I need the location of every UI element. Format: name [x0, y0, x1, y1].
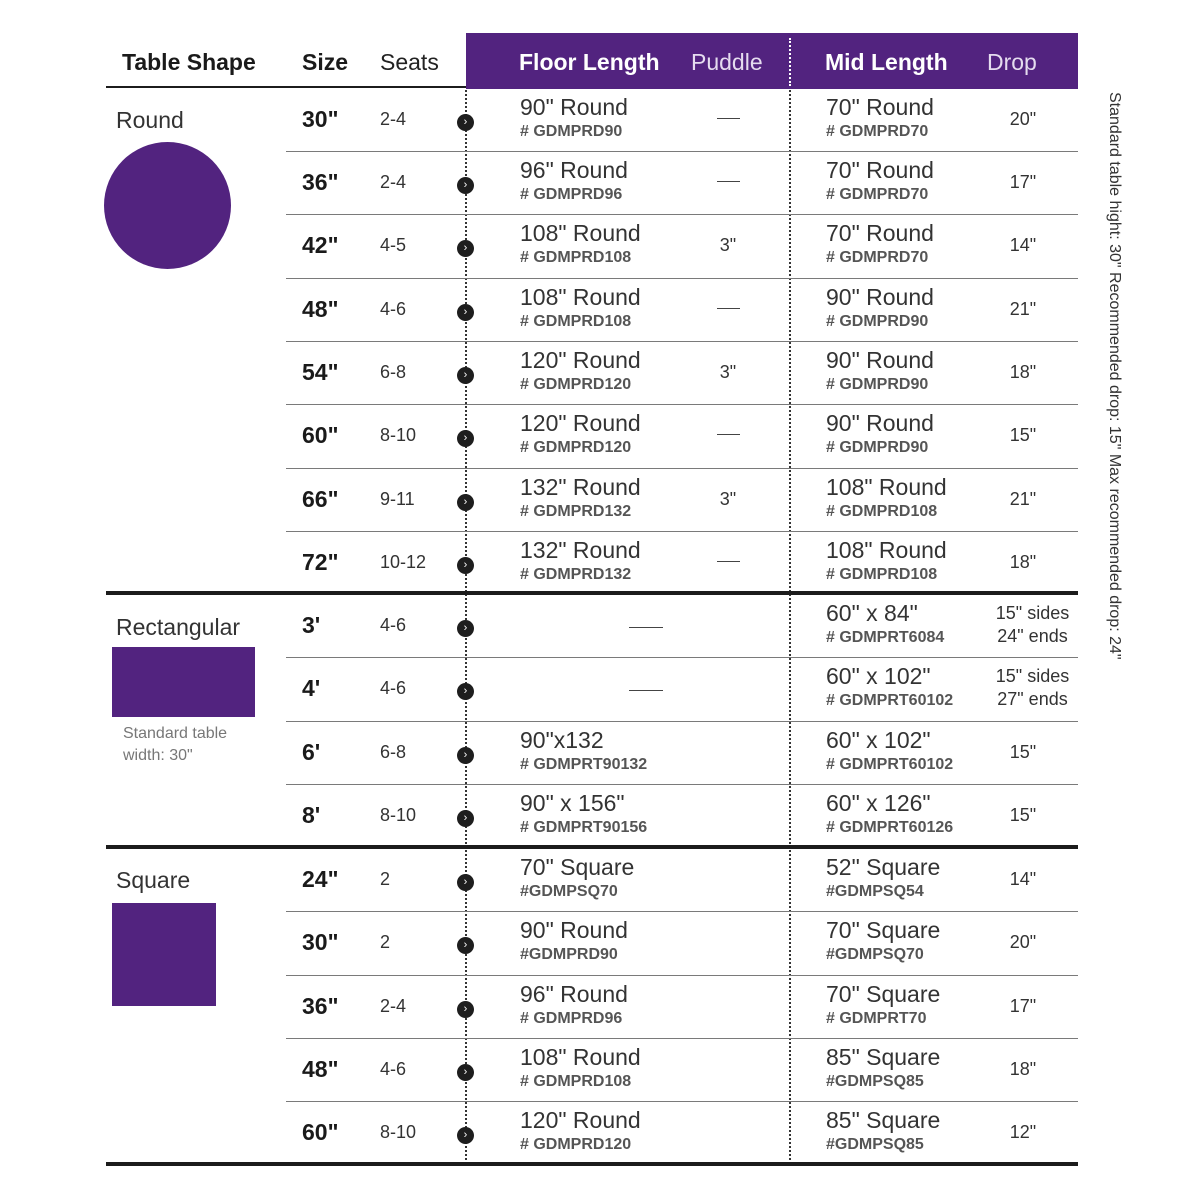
arrow-icon: ›: [457, 810, 474, 827]
arrow-icon: ›: [457, 494, 474, 511]
floor-length-sku: # GDMPRD96: [520, 1010, 623, 1027]
size-cell: 72": [302, 549, 339, 575]
floor-length-product: 90" x 156": [520, 790, 625, 816]
arrow-icon: ›: [457, 240, 474, 257]
arrow-icon: ›: [457, 557, 474, 574]
floor-length-product: 132" Round: [520, 537, 641, 563]
arrow-icon: ›: [457, 177, 474, 194]
floor-length-sku: # GDMPRD120: [520, 376, 632, 393]
header-divider: [789, 38, 791, 86]
arrow-icon: ›: [457, 747, 474, 764]
arrow-icon: ›: [457, 1127, 474, 1144]
drop-cell-ends: 27" ends: [997, 689, 1068, 709]
side-note-text: Standard table hight: 30" Recommended drop: 15" Max recommended drop: 24": [1106, 92, 1123, 660]
mid-length-product: 70" Round: [826, 94, 934, 120]
rectangular-width-note-line1: Standard table: [123, 725, 228, 742]
floor-length-sku: # GDMPRD96: [520, 186, 623, 203]
mid-length-product: 90" Round: [826, 347, 934, 373]
seats-cell: 10-12: [380, 552, 427, 572]
drop-cell: 20": [1009, 932, 1037, 952]
drop-cell: 18": [1009, 552, 1037, 572]
seats-cell: 2: [380, 869, 391, 889]
seats-cell: 4-6: [380, 615, 407, 635]
puddle-none-dash: [717, 308, 740, 309]
mid-length-sku: # GDMPRD70: [826, 123, 929, 140]
drop-cell: 14": [1009, 235, 1037, 255]
seats-cell: 2: [380, 932, 391, 952]
floor-length-product: 120" Round: [520, 410, 641, 436]
size-cell: 30": [302, 929, 339, 955]
mid-length-sku: # GDMPRT6084: [826, 629, 945, 646]
drop-cell: 18": [1009, 362, 1037, 382]
header-rule: [106, 86, 466, 88]
mid-length-sku: #GDMPSQ54: [826, 883, 924, 900]
size-cell: 3': [302, 612, 321, 638]
puddle-none-dash: [717, 434, 740, 435]
floor-length-sku: # GDMPRD108: [520, 313, 632, 330]
drop-cell: 15": [1009, 742, 1037, 762]
drop-cell: 18": [1009, 1059, 1037, 1079]
mid-length-product: 90" Round: [826, 410, 934, 436]
col-header-seats: Seats: [380, 49, 439, 75]
row-separator: [286, 657, 1078, 658]
section-rule-rectangular: [106, 591, 1078, 595]
row-separator: [286, 214, 1078, 215]
floor-length-product: 90"x132: [520, 727, 604, 753]
drop-cell-sides: 15" sides: [995, 666, 1070, 686]
floor-length-sku: # GDMPRD108: [520, 249, 632, 266]
drop-cell: 14": [1009, 869, 1037, 889]
size-cell: 24": [302, 866, 339, 892]
seats-cell: 9-11: [380, 489, 415, 509]
seats-cell: 8-10: [380, 805, 417, 825]
row-separator: [286, 404, 1078, 405]
floor-length-sku: # GDMPRD108: [520, 1073, 632, 1090]
square-table-swatch: [112, 903, 216, 1006]
section-rule-square: [106, 845, 1078, 849]
mid-length-sku: # GDMPRT60102: [826, 756, 954, 773]
seats-cell: 4-5: [380, 235, 407, 255]
shape-label-round: Round: [116, 107, 184, 133]
mid-length-product: 60" x 102": [826, 663, 931, 689]
puddle-cell: 3": [719, 235, 737, 255]
mid-length-sku: #GDMPSQ85: [826, 1073, 924, 1090]
drop-cell-sides: 15" sides: [995, 603, 1070, 623]
mid-length-sku: # GDMPRT70: [826, 1010, 927, 1027]
floor-length-product: 108" Round: [520, 1044, 641, 1070]
row-separator: [286, 1038, 1078, 1039]
floor-length-product: 120" Round: [520, 347, 641, 373]
floor-length-sku: # GDMPRD120: [520, 439, 632, 456]
floor-length-product: 70" Square: [520, 854, 635, 880]
mid-length-sku: #GDMPSQ85: [826, 1136, 924, 1153]
floor-length-sku: # GDMPRD90: [520, 123, 623, 140]
floor-length-product: 132" Round: [520, 474, 641, 500]
shape-label-rectangular: Rectangular: [116, 614, 241, 640]
drop-cell: 15": [1009, 805, 1037, 825]
seats-cell: 2-4: [380, 172, 407, 192]
mid-length-sku: # GDMPRT60102: [826, 692, 954, 709]
mid-length-product: 70" Square: [826, 917, 941, 943]
size-cell: 48": [302, 1056, 339, 1082]
mid-length-product: 108" Round: [826, 474, 947, 500]
puddle-none-dash: [717, 561, 740, 562]
row-separator: [286, 278, 1078, 279]
drop-cell: 17": [1009, 172, 1037, 192]
row-separator: [286, 975, 1078, 976]
drop-cell: 21": [1009, 299, 1037, 319]
drop-cell: 12": [1009, 1122, 1037, 1142]
table-bottom-rule: [106, 1162, 1078, 1166]
floor-length-sku: # GDMPRD132: [520, 503, 632, 520]
floor-length-product: 108" Round: [520, 284, 641, 310]
col-header-table-shape: Table Shape: [122, 49, 256, 75]
row-separator: [286, 721, 1078, 722]
seats-cell: 8-10: [380, 425, 417, 445]
arrow-icon: ›: [457, 1001, 474, 1018]
arrow-icon: ›: [457, 620, 474, 637]
floor-length-none-dash: [629, 690, 663, 691]
size-cell: 36": [302, 169, 339, 195]
floor-length-product: 96" Round: [520, 157, 628, 183]
mid-length-product: 90" Round: [826, 284, 934, 310]
row-separator: [286, 784, 1078, 785]
floor-length-sku: # GDMPRT90156: [520, 819, 648, 836]
col-header-puddle: Puddle: [691, 49, 763, 75]
divider-floor-mid: [789, 90, 791, 1164]
side-note: [1096, 92, 1132, 1172]
size-cell: 8': [302, 802, 321, 828]
mid-length-product: 70" Round: [826, 157, 934, 183]
size-cell: 60": [302, 1119, 339, 1145]
seats-cell: 6-8: [380, 362, 407, 382]
drop-cell: 17": [1009, 996, 1037, 1016]
floor-length-product: 96" Round: [520, 981, 628, 1007]
mid-length-product: 52" Square: [826, 854, 941, 880]
col-header-drop: Drop: [987, 49, 1037, 75]
drop-cell-ends: 24" ends: [997, 626, 1068, 646]
mid-length-sku: # GDMPRD108: [826, 566, 938, 583]
drop-cell: 20": [1009, 109, 1037, 129]
size-cell: 60": [302, 422, 339, 448]
seats-cell: 2-4: [380, 109, 407, 129]
rectangular-table-swatch: [112, 647, 255, 717]
arrow-icon: ›: [457, 874, 474, 891]
seats-cell: 4-6: [380, 299, 407, 319]
rectangular-width-note-line2: width: 30": [123, 747, 193, 764]
arrow-icon: ›: [457, 1064, 474, 1081]
seats-cell: 2-4: [380, 996, 407, 1016]
mid-length-product: 108" Round: [826, 537, 947, 563]
size-cell: 66": [302, 486, 339, 512]
row-separator: [286, 911, 1078, 912]
arrow-icon: ›: [457, 937, 474, 954]
mid-length-sku: # GDMPRT60126: [826, 819, 954, 836]
mid-length-sku: #GDMPSQ70: [826, 946, 924, 963]
puddle-none-dash: [717, 118, 740, 119]
floor-length-sku: # GDMPRD132: [520, 566, 632, 583]
floor-length-product: 120" Round: [520, 1107, 641, 1133]
arrow-icon: ›: [457, 683, 474, 700]
row-separator: [286, 1101, 1078, 1102]
size-cell: 42": [302, 232, 339, 258]
size-cell: 4': [302, 675, 321, 701]
row-separator: [286, 531, 1078, 532]
puddle-cell: 3": [719, 489, 737, 509]
seats-cell: 6-8: [380, 742, 407, 762]
arrow-icon: ›: [457, 430, 474, 447]
mid-length-sku: # GDMPRD90: [826, 376, 929, 393]
row-separator: [286, 151, 1078, 152]
size-cell: 48": [302, 296, 339, 322]
mid-length-sku: # GDMPRD90: [826, 439, 929, 456]
mid-length-product: 85" Square: [826, 1044, 941, 1070]
seats-cell: 4-6: [380, 678, 407, 698]
mid-length-product: 60" x 102": [826, 727, 931, 753]
floor-length-sku: # GDMPRT90132: [520, 756, 648, 773]
seats-cell: 4-6: [380, 1059, 407, 1079]
floor-length-product: 108" Round: [520, 220, 641, 246]
arrow-icon: ›: [457, 114, 474, 131]
floor-length-sku: # GDMPRD120: [520, 1136, 632, 1153]
round-table-swatch: [104, 142, 231, 269]
mid-length-sku: # GDMPRD70: [826, 249, 929, 266]
size-cell: 6': [302, 739, 321, 765]
puddle-none-dash: [717, 181, 740, 182]
arrow-icon: ›: [457, 304, 474, 321]
mid-length-product: 70" Round: [826, 220, 934, 246]
seats-cell: 8-10: [380, 1122, 417, 1142]
mid-length-product: 60" x 126": [826, 790, 931, 816]
row-separator: [286, 341, 1078, 342]
drop-cell: 21": [1009, 489, 1037, 509]
shape-label-square: Square: [116, 867, 191, 893]
mid-length-sku: # GDMPRD70: [826, 186, 929, 203]
floor-length-product: 90" Round: [520, 917, 628, 943]
arrow-icon: ›: [457, 367, 474, 384]
mid-length-product: 70" Square: [826, 981, 941, 1007]
mid-length-sku: # GDMPRD90: [826, 313, 929, 330]
puddle-cell: 3": [719, 362, 737, 382]
size-cell: 30": [302, 106, 339, 132]
col-header-mid-length: Mid Length: [825, 49, 948, 75]
drop-cell: 15": [1009, 425, 1037, 445]
floor-length-product: 90" Round: [520, 94, 628, 120]
floor-length-sku: #GDMPSQ70: [520, 883, 618, 900]
mid-length-product: 60" x 84": [826, 600, 918, 626]
col-header-size: Size: [302, 49, 349, 75]
row-separator: [286, 468, 1078, 469]
size-cell: 36": [302, 993, 339, 1019]
floor-length-none-dash: [629, 627, 663, 628]
floor-length-sku: #GDMPRD90: [520, 946, 618, 963]
col-header-floor-length: Floor Length: [519, 49, 660, 75]
size-cell: 54": [302, 359, 339, 385]
mid-length-product: 85" Square: [826, 1107, 941, 1133]
mid-length-sku: # GDMPRD108: [826, 503, 938, 520]
